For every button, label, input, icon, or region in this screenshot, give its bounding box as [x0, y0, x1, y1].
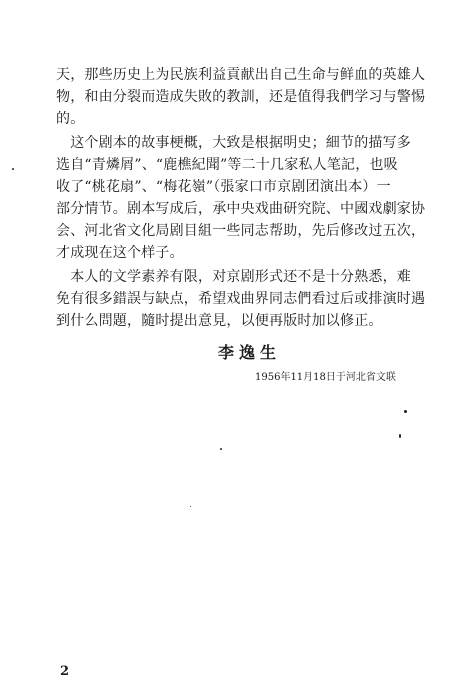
text-line: 部分情节。剧本写成后，承中央戏曲研究院、中國戏劇家协: [56, 201, 426, 217]
text-line: 到什么問題，隨时提出意見，以便再版时加以修正。: [56, 313, 383, 329]
text-line: 天，那些历史上为民族利益貢献出自己生命与鲜血的英雄人: [56, 67, 426, 83]
text-line: 收了“桃花扇”、“梅花嶺”（張家口市京剧团演出本）一: [56, 179, 391, 195]
text-line: 的。: [56, 111, 85, 127]
text-line: 本人的文学素养有限，对京剧形式还不是十分熟悉，难: [56, 269, 411, 285]
author-signature: 李逸生: [218, 343, 282, 362]
text-line: 免有很多錯誤与缺点，希望戏曲界同志們看过后或排演时遇: [56, 291, 426, 307]
print-speck: [190, 506, 191, 507]
paragraph-2: [56, 132, 436, 264]
page-number: 2: [60, 664, 70, 679]
text-line: 这个剧本的故事梗概，大致是根据明史；細节的描写多: [56, 135, 411, 151]
text-line: 选自“青燐屑”、“鹿樵紀聞”等二十几家私人笔記，也吸: [56, 157, 398, 173]
paragraph-1: [56, 64, 436, 130]
print-speck: [220, 448, 222, 450]
print-speck: [12, 168, 14, 170]
text-line: 才成现在这个样子。: [56, 245, 184, 261]
print-speck: [404, 410, 407, 413]
dateline: 1956年11月18日于河北省文联: [255, 372, 396, 383]
text-line: 物，和由分裂而造成失敗的教訓，还是值得我們学习与警惕: [56, 89, 426, 105]
text-line: 会、河北省文化局剧目組一些同志帮助，先后修改过五次，: [56, 223, 426, 239]
paragraph-3: [56, 266, 436, 332]
print-speck: [399, 434, 401, 438]
